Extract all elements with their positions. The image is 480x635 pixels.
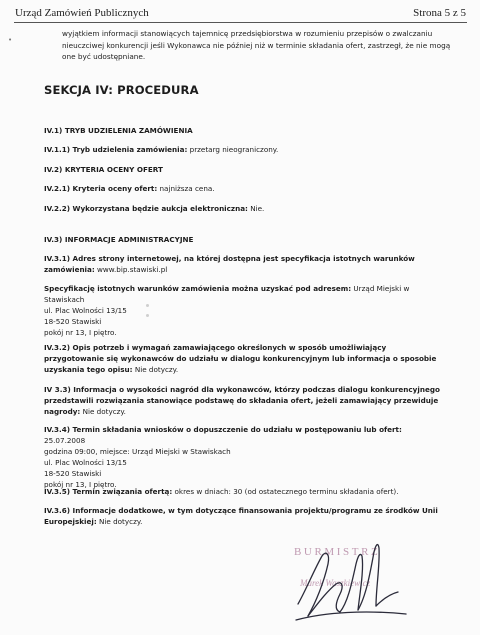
iv2-heading: IV.2) KRYTERIA OCENY OFERT [44, 165, 163, 174]
header-source: Urząd Zamówień Publicznych [15, 7, 149, 19]
intro-paragraph [62, 28, 462, 63]
iv36-label-line: IV.3.6) Informacje dodatkowe, w tym dotyczące finansowania projektu/programu ze środków Unii [44, 506, 438, 515]
margin-mark: • [8, 36, 13, 44]
spec-line: pokój nr 13, I piętro. [44, 328, 117, 337]
stamp-name: Marek Waszkiewicz [300, 578, 371, 588]
iv34-label: IV.3.4) Termin składania wniosków o dopuszczenie do udziału w postępowaniu lub ofert: [44, 425, 402, 434]
iv1-heading: IV.1) TRYB UDZIELENIA ZAMÓWIENIA [44, 126, 193, 135]
iv11-value: przetarg nieograniczony. [187, 145, 279, 154]
section-title: SEKCJA IV: PROCEDURA [44, 83, 199, 97]
iv11-row [44, 144, 444, 155]
stamp-title: BURMISTRZ [294, 546, 381, 558]
scan-smudge [146, 304, 149, 307]
iv34-value: 25.07.2008 [44, 436, 86, 445]
iv33-value: Nie dotyczy. [80, 407, 126, 416]
iv32-label-line: przygotowanie się wykonawców do udziału w dialogu konkurencyjnym lub informacja o sposobie [44, 354, 437, 363]
iv33-label-line: przedstawili rozwiązania stanowiące podstawę do składania ofert, jeżeli zamawiający przewiduje [44, 396, 439, 405]
scan-smudge [146, 314, 149, 317]
handwritten-signature [286, 530, 436, 630]
iv34-line: ul. Plac Wolności 13/15 [44, 458, 127, 467]
iv22-row [44, 203, 444, 214]
header-page-number: Strona 5 z 5 [413, 7, 466, 19]
iv31-value: www.bip.stawiski.pl [94, 265, 168, 274]
iv31-label-line: zamówienia: [44, 265, 95, 274]
spec-value: Urząd Miejski w [351, 284, 410, 293]
iv22-label: IV.2.2) Wykorzystana będzie aukcja elektroniczna: [44, 204, 248, 213]
mayor-stamp [286, 530, 436, 630]
intro-line: nieuczciwej konkurencji jeśli Wykonawca nie później niż w terminie składania ofert, zastrzegł, że nie mogą [62, 40, 451, 50]
iv33-label-line: nagrody: [44, 407, 81, 416]
iv21-row [44, 183, 444, 194]
spec-line: ul. Plac Wolności 13/15 [44, 306, 127, 315]
iv32-block [44, 342, 444, 375]
iv31-block [44, 253, 444, 275]
iv35-label: IV.3.5) Termin związania ofertą: [44, 487, 173, 496]
iv22-value: Nie. [247, 204, 265, 213]
iv34-line: godzina 09:00, miejsce: Urząd Miejski w Stawiskach [44, 447, 231, 456]
intro-line: wyjątkiem informacji stanowiących tajemnicę przedsiębiorstwa w rozumieniu przepisów o zwalczaniu [62, 29, 433, 38]
iv21-value: najniższa cena. [157, 184, 215, 193]
iv34-line: pokój nr 13, I piętro. [44, 480, 117, 489]
iv36-label-line: Europejskiej: [44, 517, 97, 526]
iv36-block [44, 505, 444, 527]
iv3-heading: IV.3) INFORMACJE ADMINISTRACYJNE [44, 235, 194, 244]
spec-address-block [44, 283, 444, 338]
iv32-label-line: uzyskania tego opisu: [44, 365, 133, 374]
iv35-row [44, 486, 444, 497]
spec-line: Stawiskach [44, 295, 85, 304]
iv31-label-line: IV.3.1) Adres strony internetowej, na której dostępna jest specyfikacja istotnych warunków [44, 254, 415, 263]
header-rule [14, 22, 467, 23]
iv32-value: Nie dotyczy. [132, 365, 179, 374]
spec-label: Specyfikację istotnych warunków zamówienia można uzyskać pod adresem: [44, 284, 352, 293]
iv33-block [44, 384, 444, 417]
iv34-line: 18-520 Stawiski [44, 469, 102, 478]
iv35-value: okres w dniach: 30 (od ostatecznego terminu składania ofert). [172, 487, 399, 496]
intro-line: one być udostępniane. [62, 52, 146, 61]
iv34-block [44, 424, 444, 490]
spec-line: 18-520 Stawiski [44, 317, 102, 326]
iv36-value: Nie dotyczy. [96, 517, 143, 526]
iv32-label-line: IV.3.2) Opis potrzeb i wymagań zamawiającego określonych w sposób umożliwiający [44, 343, 387, 352]
iv33-label-line: IV 3.3) Informacja o wysokości nagród dla wykonawców, którzy podczas dialogu konkurencyjnego [44, 385, 440, 394]
iv11-label: IV.1.1) Tryb udzielenia zamówienia: [44, 145, 188, 154]
iv21-label: IV.2.1) Kryteria oceny ofert: [44, 184, 158, 193]
